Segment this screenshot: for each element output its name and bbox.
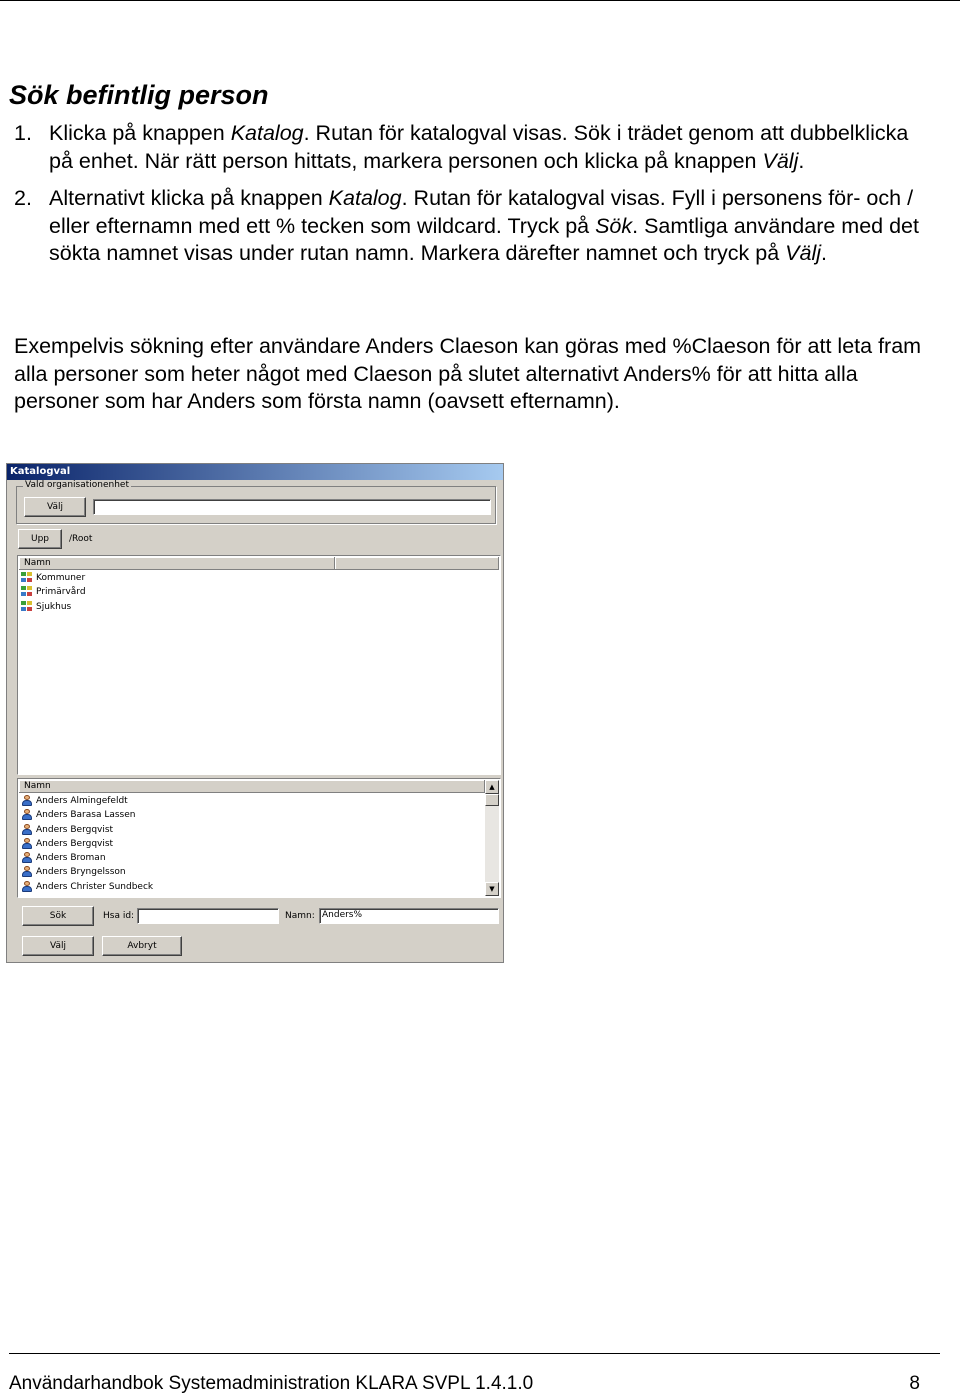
steps-list [14,120,934,278]
step-1 [14,120,934,175]
page-heading: Sök befintlig person [9,80,269,110]
selected-unit-field[interactable] [93,499,491,515]
scroll-down-arrow-icon[interactable]: ▼ [485,882,499,896]
scroll-thumb[interactable] [485,794,499,806]
tree-item[interactable]: Primärvård [21,585,86,599]
tree-item[interactable]: Sjukhus [21,600,86,614]
result-item[interactable]: Anders Almingefeldt [21,794,153,808]
page-number: 8 [909,1373,920,1394]
person-icon [21,838,33,849]
person-icon [21,852,33,863]
name-label: Namn: [285,911,315,921]
result-item[interactable]: Anders Christer Sundbeck [21,880,153,894]
org-unit-icon [21,586,33,597]
step-text: Alternativt klicka på knappen Katalog. Rutan för katalogval visas. Fyll i personens för- och / eller efternamn med ett % tecken som wildcard. Tryck på Sök. Samtliga användare med det sökta namnet visas under rutan namn. Markera därefter namnet och tryck på Välj. [49,186,919,265]
example-paragraph: Exempelvis sökning efter användare Anders Claeson kan göras med %Claeson för att leta fram alla personer som heter något med Claeson på slutet alternativt Anders% för att hitta alla personer som har Anders som första namn (oavsett efternamn). [14,334,922,413]
window-title: Katalogval [7,464,503,480]
search-button[interactable]: Sök [22,906,94,926]
person-icon [21,809,33,820]
footer-rule [9,1353,940,1354]
hsa-id-label: Hsa id: [103,911,135,921]
select-unit-button[interactable]: Välj [24,497,86,517]
current-path: /Root [69,534,93,544]
tree-list[interactable] [17,555,501,775]
hsa-id-field[interactable] [137,908,279,924]
step-number: 1. [14,121,32,145]
group-label: Vald organisationenhet [25,480,129,490]
result-item[interactable]: Anders Broman [21,851,153,865]
katalogval-window [6,463,504,963]
org-unit-icon [21,572,33,583]
org-unit-icon [21,601,33,612]
result-item[interactable]: Anders Bergqvist [21,837,153,851]
result-item[interactable]: Anders Barasa Lassen [21,808,153,822]
name-search-field[interactable]: Anders% [319,908,499,924]
step-2 [14,185,934,268]
result-item[interactable]: Anders Bergqvist [21,823,153,837]
close-button[interactable]: Välj [22,936,94,956]
cancel-button[interactable]: Avbryt [102,936,182,956]
person-icon [21,824,33,835]
step-number: 2. [14,186,32,210]
selected-unit-group [16,480,496,524]
footer-text: Användarhandbok Systemadministration KLARA SVPL 1.4.1.0 [9,1373,534,1394]
results-column-header[interactable]: Namn [19,780,485,793]
top-rule [0,0,960,1]
results-scrollbar[interactable] [485,780,499,896]
tree-column-header-blank [335,557,499,570]
up-button[interactable]: Upp [18,529,62,549]
result-item[interactable]: Anders Bryngelsson [21,865,153,879]
scroll-up-arrow-icon[interactable]: ▲ [485,780,499,794]
tree-item[interactable]: Kommuner [21,571,86,585]
person-icon [21,795,33,806]
results-list[interactable] [17,778,501,898]
person-icon [21,881,33,892]
person-icon [21,866,33,877]
step-text: Klicka på knappen Katalog. Rutan för katalogval visas. Sök i trädet genom att dubbelklicka på enhet. När rätt person hittats, markera personen och klicka på knappen Välj. [49,121,909,173]
tree-column-header[interactable]: Namn [19,557,335,570]
